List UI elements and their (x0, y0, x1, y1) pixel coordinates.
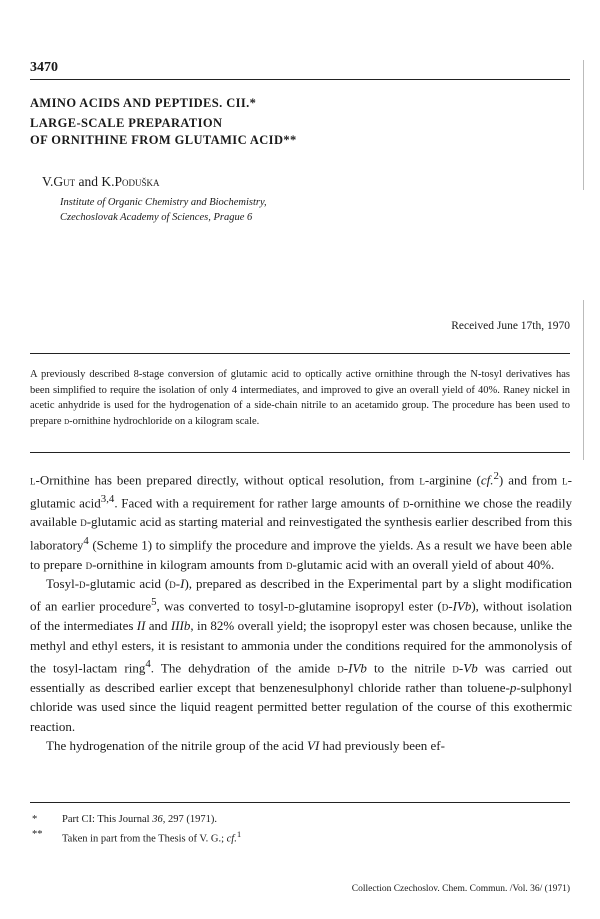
abstract-bottom-rule (30, 452, 570, 453)
author-2: Poduška (114, 174, 160, 189)
footnote: ** Taken in part from the Thesis of V. G.; cf.$^1$ (32, 829, 242, 845)
author-1: Gut (53, 174, 76, 189)
paragraph: Tosyl-d-glutamic acid (d-I), prepared as described in the Experimental part by a slight modification of an earlier procedure$^5$, was converted to tosyl-d-glutamine isopropyl ester (d-IVb), without isolation of the intermediates II and IIIb, in 82% overall yield; the isopropyl ester was chosen because, unlike the methyl and ethyl esters, it is resistant to ammonia under the conditions required for the ammonolysis of the tosyl-lactam ring$^4$. The dehydration of the amide d-IVb to the nitrile d-Vb was carried out essentially as described earlier except that benzenesulphonyl chloride rather than toluene-p-sulphonyl chloride was used since the liquid reagent permitted better regulation of the course of this exothermic reaction. (30, 576, 572, 734)
abstract-top-rule (30, 353, 570, 354)
footnote-rule (30, 802, 570, 803)
header-rule (30, 79, 570, 80)
abstract: A previously described 8-stage conversion of glutamic acid to optically active ornithine through the N-tosyl derivatives has been simplified to require the isolation of only 4 intermediates, and improved to give an overall yield of 40%. Raney nickel in acetic anhydride is used for the hydrogenation of a side-chain nitrile to an acetamido group. The procedure has been used to prepare d-ornithine hydrochloride on a kilogram scale. (30, 369, 570, 427)
title-line-3: OF ORNITHINE FROM GLUTAMIC ACID** (30, 133, 297, 147)
footnote: * Part CI: This Journal 36, 297 (1971). (32, 814, 217, 825)
scan-edge-mark (583, 60, 584, 190)
paragraph: l-Ornithine has been prepared directly, without optical resolution, from l-arginine (cf.$^2$) and from l-glutamic acid$^{3,4}$. Faced with a requirement for rather large amounts of d-ornithine we chose the readily available d-glutamic acid as starting material and reinvestigated the synthesis earlier described from this laboratory$^4$ (Scheme 1) to simplify the procedure and improve the yields. As a result we have been able to prepare d-ornithine in kilogram amounts from d-glutamic acid with an overall yield of about 40%. (30, 470, 573, 572)
affiliation: Institute of Organic Chemistry and Biochemistry, Czechoslovak Academy of Sciences, Prague 6 (60, 197, 267, 223)
body-text (30, 467, 572, 755)
paragraph: The hydrogenation of the nitrile group of the acid VI had previously been ef- (46, 737, 445, 753)
title-line-2: LARGE-SCALE PREPARATION (30, 116, 223, 130)
title-line-1: AMINO ACIDS AND PEPTIDES. CII.* (30, 96, 257, 110)
scan-edge-mark (583, 300, 584, 460)
page-number: 3470 (30, 60, 58, 75)
footnotes (30, 812, 241, 847)
authors: V.Gut and K.Poduška (42, 174, 160, 189)
received-date: Received June 17th, 1970 (451, 320, 570, 332)
journal-footer: Collection Czechoslov. Chem. Commun. /Vol. 36/ (1971) (351, 884, 570, 894)
article-title (30, 95, 297, 149)
